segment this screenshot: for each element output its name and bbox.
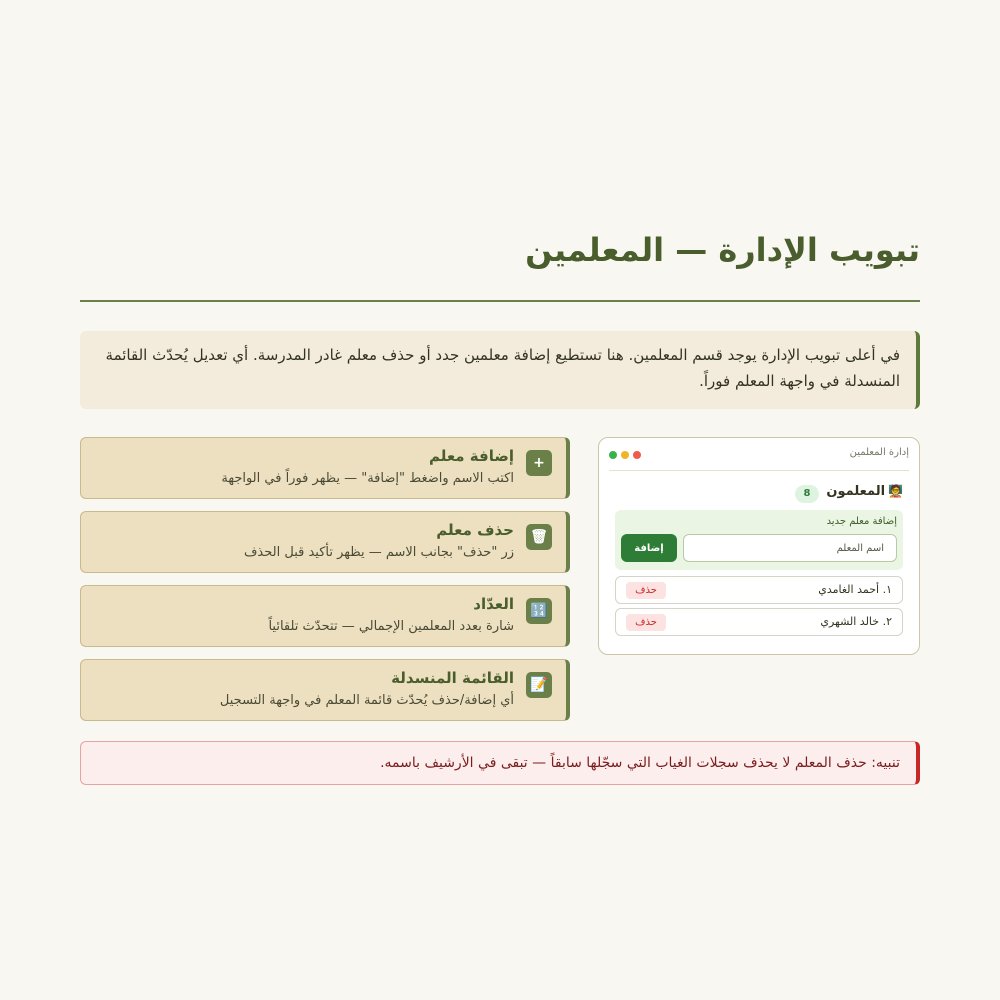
window-close-dot[interactable] xyxy=(633,451,641,459)
feature-title: القائمة المنسدلة xyxy=(391,669,514,687)
teacher-row xyxy=(615,576,903,604)
teachers-heading-label: المعلمون xyxy=(826,484,886,499)
title-divider xyxy=(80,300,920,302)
window-minimize-dot[interactable] xyxy=(621,451,629,459)
teacher-count-badge: 8 xyxy=(795,485,819,503)
feature-title: إضافة معلم xyxy=(428,447,514,465)
feature-title: حذف معلم xyxy=(436,521,514,539)
feature-card-counter xyxy=(80,585,570,647)
teacher-name: ١. أحمد الغامدي xyxy=(818,583,892,596)
teacher-admin-window xyxy=(598,437,920,655)
feature-card-dropdown xyxy=(80,659,570,721)
teacher-row xyxy=(615,608,903,636)
teacher-icon: 🧑‍🏫 xyxy=(888,484,903,498)
teacher-list xyxy=(615,576,903,640)
feature-description: شارة بعدد المعلمين الإجمالي — تتحدّث تلقائياً xyxy=(268,619,514,634)
counter-icon: 🔢 xyxy=(526,598,552,624)
page-title: تبويب الإدارة — المعلمين xyxy=(525,231,920,269)
add-teacher-button[interactable]: إضافة xyxy=(621,534,677,562)
feature-card-add-teacher xyxy=(80,437,570,499)
intro-callout: في أعلى تبويب الإدارة يوجد قسم المعلمين. هنا تستطيع إضافة معلمين جدد أو حذف معلم غادر المدرسة. أي تعديل يُحدّث القائمة المنسدلة في واجهة المعلم فوراً. xyxy=(80,331,920,409)
add-teacher-label: إضافة معلم جديد xyxy=(826,516,897,527)
window-header xyxy=(609,438,909,471)
feature-card-delete-teacher xyxy=(80,511,570,573)
delete-teacher-button[interactable]: حذف xyxy=(626,582,666,599)
window-title: إدارة المعلمين xyxy=(849,447,909,458)
trash-icon: 🗑 xyxy=(526,524,552,550)
teachers-heading xyxy=(826,484,903,504)
memo-icon: 📝 xyxy=(526,672,552,698)
feature-description: اكتب الاسم واضغط "إضافة" — يظهر فوراً في الواجهة xyxy=(221,471,514,486)
teacher-name-input[interactable] xyxy=(683,534,897,562)
window-maximize-dot[interactable] xyxy=(609,451,617,459)
feature-title: العدّاد xyxy=(473,595,514,613)
plus-icon: + xyxy=(526,450,552,476)
feature-list xyxy=(80,437,570,733)
feature-description: زر "حذف" بجانب الاسم — يظهر تأكيد قبل الحذف xyxy=(243,545,514,560)
teacher-name: ٢. خالد الشهري xyxy=(820,615,892,628)
warning-callout: تنبيه: حذف المعلم لا يحذف سجلات الغياب التي سجّلها سابقاً — تبقى في الأرشيف باسمه. xyxy=(80,741,920,785)
delete-teacher-button[interactable]: حذف xyxy=(626,614,666,631)
add-teacher-panel xyxy=(615,510,903,570)
feature-description: أي إضافة/حذف يُحدّث قائمة المعلم في واجهة التسجيل xyxy=(219,693,514,708)
